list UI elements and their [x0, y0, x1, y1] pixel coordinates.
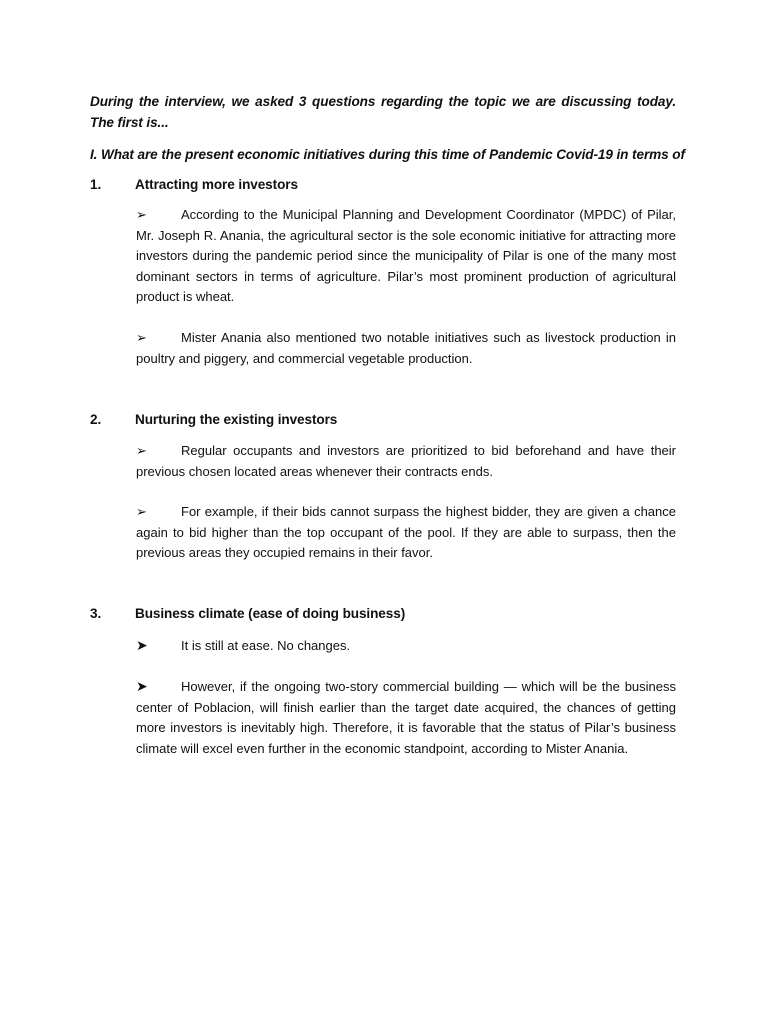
bullet-item — [136, 635, 676, 657]
section-title: Business climate (ease of doing business) — [135, 606, 406, 621]
section-heading-attracting-investors — [90, 175, 690, 195]
arrow-bullet-icon: ➤ — [136, 637, 148, 653]
section-title: Attracting more investors — [135, 177, 298, 192]
arrow-bullet-icon: ➢ — [136, 330, 147, 345]
arrow-bullet-icon: ➤ — [136, 678, 148, 694]
section-number: 1. — [90, 177, 102, 192]
bullet-text: Mister Anania also mentioned two notable initiatives such as livestock production in poultry and piggery, and commercial vegetable production. — [136, 330, 676, 366]
bullet-item — [136, 328, 676, 369]
question-heading: I. What are the present economic initiatives during this time of Pandemic Covid-19 in terms of — [90, 147, 685, 162]
section-title: Nurturing the existing investors — [135, 412, 338, 427]
bullet-item — [136, 441, 676, 482]
arrow-bullet-icon: ➢ — [136, 443, 147, 458]
bullet-item — [136, 502, 676, 564]
section-number: 3. — [90, 606, 102, 621]
arrow-bullet-icon: ➢ — [136, 504, 147, 519]
bullet-text: According to the Municipal Planning and Development Coordinator (MPDC) of Pilar, Mr. Joseph R. Anania, the agricultural sector is the sole economic initiative for attracting more investors during the pandemic period since the municipality of Pilar is one of the many most dominant sectors in terms of agriculture. Pilar’s most prominent production of agricultural product is wheat. — [136, 207, 676, 304]
section-heading-business-climate — [90, 604, 690, 624]
intro-paragraph: During the interview, we asked 3 questions regarding the topic we are discussing today. The first is... — [90, 94, 676, 130]
bullet-text: However, if the ongoing two-story commercial building — which will be the business center of Poblacion, will finish earlier than the target date acquired, the chances of getting more investors is inevitably high. Therefore, it is favorable that the status of Pilar’s business climate will excel even further in the economic standpoint, according to Mister Anania. — [136, 679, 676, 756]
bullet-text: Regular occupants and investors are prioritized to bid beforehand and have their previous chosen located areas whenever their contracts ends. — [136, 443, 676, 479]
arrow-bullet-icon: ➢ — [136, 207, 147, 222]
bullet-item — [136, 205, 676, 308]
section-heading-nurturing-investors — [90, 410, 690, 430]
bullet-text: For example, if their bids cannot surpass the highest bidder, they are given a chance again to bid higher than the top occupant of the pool. If they are able to surpass, then the previous areas they occupied remains in their favor. — [136, 504, 676, 560]
bullet-text: It is still at ease. No changes. — [181, 638, 351, 653]
section-number: 2. — [90, 412, 102, 427]
bullet-item — [136, 676, 676, 759]
